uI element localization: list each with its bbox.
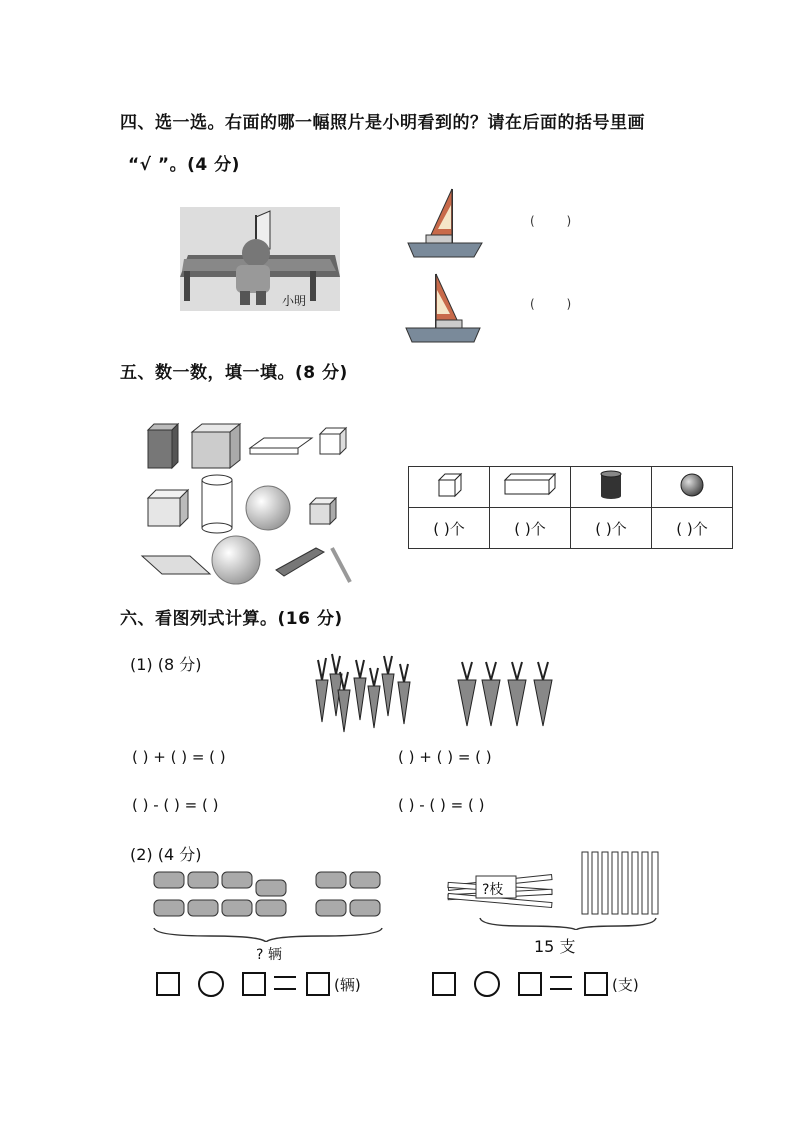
answer-paren-a[interactable]: ( ) bbox=[530, 214, 586, 228]
cars-image bbox=[150, 866, 386, 942]
answer-box[interactable] bbox=[518, 972, 542, 996]
carrots-image bbox=[306, 650, 566, 740]
scene-image bbox=[180, 207, 340, 311]
cars-unit: (辆) bbox=[334, 976, 361, 994]
answer-paren-b[interactable]: ( ) bbox=[530, 297, 586, 311]
cylinder-icon bbox=[599, 469, 623, 501]
answer-box[interactable] bbox=[156, 972, 180, 996]
cuboid-icon bbox=[503, 472, 557, 498]
count-table bbox=[408, 466, 733, 549]
addition-equation-2[interactable]: ( ) + ( ) = ( ) bbox=[398, 748, 492, 766]
answer-box[interactable] bbox=[306, 972, 330, 996]
sphere-count-blank[interactable]: ( )个 bbox=[652, 508, 733, 549]
part1-label: (1) (8 分) bbox=[130, 655, 202, 674]
cars-question-label: ? 辆 bbox=[256, 947, 282, 963]
section5-heading: 五、数一数，填一填。(8 分) bbox=[120, 363, 348, 383]
subtraction-equation-2[interactable]: ( ) - ( ) = ( ) bbox=[398, 796, 485, 814]
pencils-unit: (支) bbox=[612, 976, 639, 994]
answer-box[interactable] bbox=[584, 972, 608, 996]
operator-circle[interactable] bbox=[198, 971, 224, 997]
section6-heading: 六、看图列式计算。(16 分) bbox=[120, 609, 343, 629]
sphere-icon bbox=[678, 471, 706, 499]
answer-box[interactable] bbox=[242, 972, 266, 996]
cube-icon-cell bbox=[409, 467, 490, 508]
sphere-icon-cell bbox=[652, 467, 733, 508]
pencils-question-box: ?枝 bbox=[482, 882, 504, 898]
person-label: 小明 bbox=[282, 294, 307, 308]
cylinder-icon-cell bbox=[571, 467, 652, 508]
answer-box[interactable] bbox=[432, 972, 456, 996]
operator-circle[interactable] bbox=[474, 971, 500, 997]
part2-label: (2) (4 分) bbox=[130, 845, 202, 864]
equals-sign bbox=[550, 976, 572, 990]
addition-equation-1[interactable]: ( ) + ( ) = ( ) bbox=[132, 748, 226, 766]
pencils-image bbox=[440, 846, 666, 930]
cuboid-count-blank[interactable]: ( )个 bbox=[490, 508, 571, 549]
pencils-total-label: 15 支 bbox=[534, 937, 576, 956]
section4-question-cont: “√ ”。(4 分) bbox=[128, 155, 240, 175]
subtraction-equation-1[interactable]: ( ) - ( ) = ( ) bbox=[132, 796, 219, 814]
boat-option-a-image bbox=[404, 185, 484, 261]
equals-sign bbox=[274, 976, 296, 990]
section4-question: 四、选一选。右面的哪一幅照片是小明看到的？请在后面的括号里画 bbox=[120, 113, 645, 133]
cube-icon bbox=[435, 472, 463, 498]
cylinder-count-blank[interactable]: ( )个 bbox=[571, 508, 652, 549]
solids-image bbox=[140, 420, 360, 590]
cube-count-blank[interactable]: ( )个 bbox=[409, 508, 490, 549]
boat-option-b-image bbox=[404, 270, 484, 346]
cuboid-icon-cell bbox=[490, 467, 571, 508]
